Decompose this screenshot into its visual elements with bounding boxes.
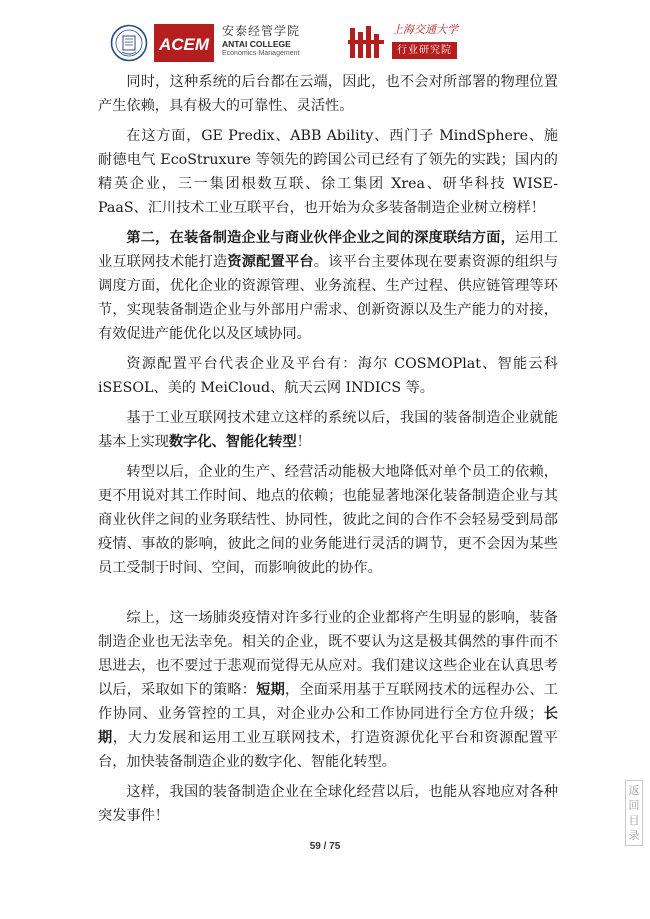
paragraph xyxy=(98,70,558,118)
antai-cn: 安泰经管学院 xyxy=(222,24,301,38)
antai-en: ANTAI COLLEGE xyxy=(222,39,291,49)
paragraph-text: 基于工业互联网技术建立这样的系统以后，我国的装备制造企业就能基本上实现 xyxy=(98,410,558,450)
paragraph-text: ，大力发展和运用工业互联网技术，打造资源优化平台和资源配置平台，加快装备制造企业的数字化、智能化转型。 xyxy=(98,730,558,770)
paragraph-text: 运用工业互联网技术能打造 xyxy=(98,230,558,270)
back-to-toc-link[interactable]: 返回目录 xyxy=(625,780,643,846)
paragraph-text: 转型以后，企业的生产、经营活动能极大地降低对单个员工的依赖，更不用说对其工作时间、地点的依赖；也能显著地深化装备制造企业与其商业伙伴之间的业务联结性、协同性，彼此之间的合作不会轻易受到局部疫情、事故的影响，彼此之间的业务能进行灵活的调节，更不会因为某些员工受制于时间、空间，而影响彼此的协作。 xyxy=(98,464,558,576)
sjtu-emblem-icon xyxy=(110,24,148,62)
industry-institute-logo-icon xyxy=(348,24,386,62)
paragraph xyxy=(98,406,558,454)
jiaoda-script: 上海交通大学 xyxy=(392,23,458,36)
paragraph-text: 综上，这一场肺炎疫情对许多行业的企业都将产生明显的影响，装备制造企业也无法幸免。相关的企业，既不要认为这是极其偶然的事件而不思进去，也不要过于悲观而觉得无从应对。我们建议这些企业在认真思考以后，采取如下的策略： xyxy=(98,610,558,698)
paragraph-text: ，全面采用基于互联网技术的远程办公、工作协同、业务管控的工具，对企业办公和工作协同进行全方位升级； xyxy=(98,682,558,722)
paragraph-text: ！ xyxy=(296,434,311,450)
paragraph xyxy=(98,226,558,346)
paragraph xyxy=(98,780,558,828)
institute-badge: 行业研究院 xyxy=(392,42,457,59)
paragraph-text: 在这方面，GE Predix、ABB Ability、西门子 MindSphere、施耐德电气 EcoStruxure 等领先的跨国公司已经有了领先的实践；国内的精英企业，三一集团根数互联、徐工集团 Xrea、研华科技 WISE-PaaS、汇川技术工业互联平台，也开始为众多装备制造企业树立榜样！ xyxy=(98,128,558,216)
paragraph xyxy=(98,606,558,774)
bold-text: 第二，在装备制造企业与商业伙伴企业之间的深度联结方面， xyxy=(126,230,515,246)
paragraph-text: 。该平台主要体现在要素资源的组织与调度方面，优化企业的资源管理、业务流程、生产过程、供应链管理等环节，实现装备制造企业与外部用户需求、创新资源以及生产能力的对接，有效促进产能优化以及区域协同。 xyxy=(98,254,558,342)
antai-sub: Economics·Management xyxy=(222,50,300,57)
bold-text: 长期 xyxy=(98,706,558,746)
paragraph xyxy=(98,124,558,220)
page-number: 59 / 75 xyxy=(309,841,341,852)
acem-logo-icon xyxy=(154,24,214,62)
article-body xyxy=(98,70,558,828)
jiaoda-wordmark xyxy=(392,22,512,59)
paragraph xyxy=(98,460,558,580)
acem-letters: ACEM xyxy=(158,35,210,54)
bold-text: 数字化、智能化转型 xyxy=(168,434,297,450)
page-header xyxy=(110,22,540,66)
bold-text: 短期 xyxy=(256,682,285,698)
paragraph-text: 资源配置平台代表企业及平台有：海尔 COSMOPlat、智能云科 iSESOL、美的 MeiCloud、航天云网 INDICS 等。 xyxy=(98,356,558,396)
antai-wordmark xyxy=(222,24,342,58)
paragraph-text: 同时，这种系统的后台都在云端，因此，也不会对所部署的物理位置产生依赖，具有极大的可靠性、灵活性。 xyxy=(98,74,558,114)
paragraph-text: 这样，我国的装备制造企业在全球化经营以后，也能从容地应对各种突发事件！ xyxy=(98,784,558,824)
paragraph xyxy=(98,352,558,400)
bold-text: 资源配置平台 xyxy=(227,254,314,270)
